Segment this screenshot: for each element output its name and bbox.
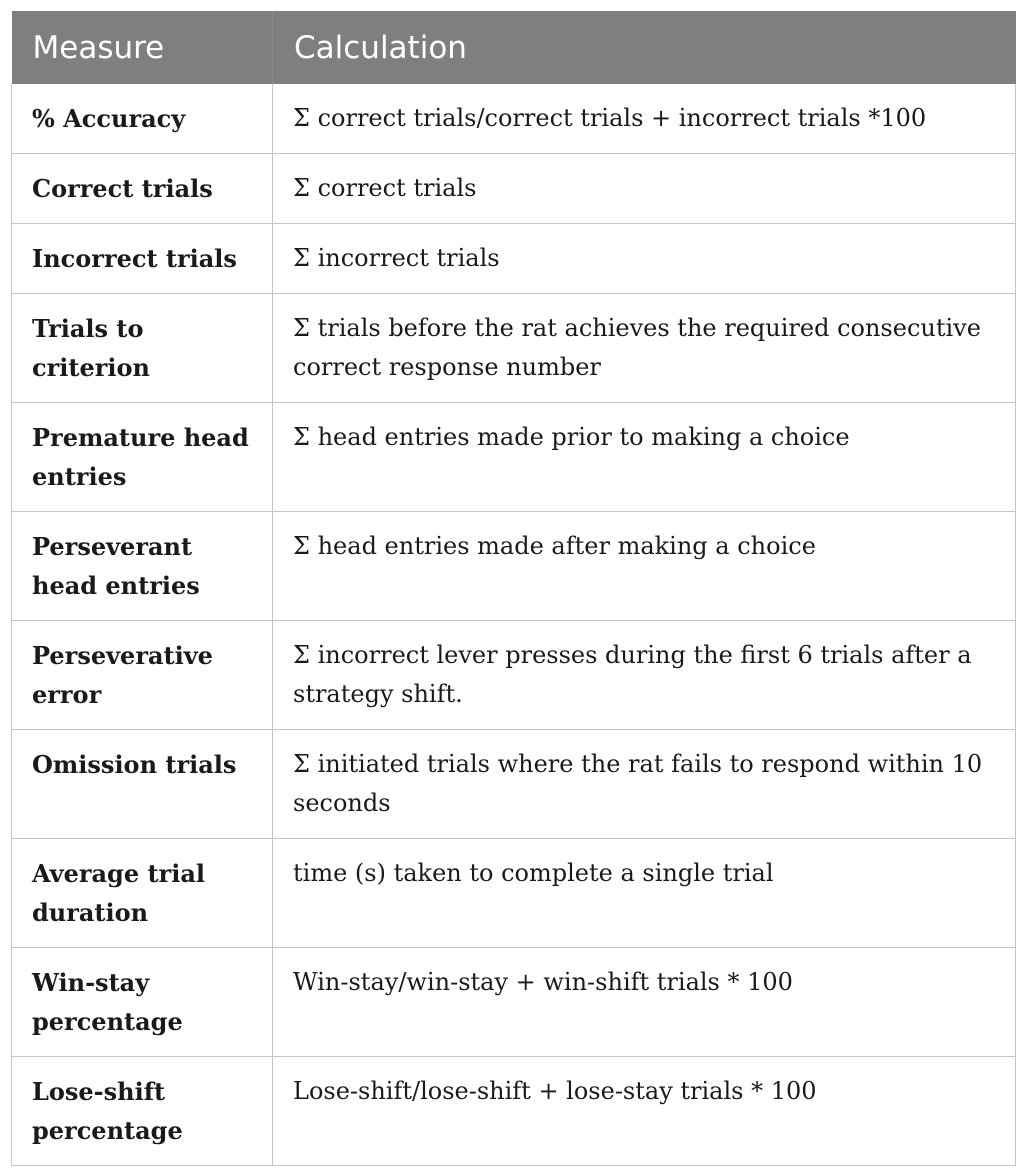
measure-cell: Win-stay percentage xyxy=(12,948,273,1057)
table-row xyxy=(12,154,1016,224)
calculation-cell: Σ initiated trials where the rat fails to respond within 10 seconds xyxy=(273,730,1016,839)
calculation-cell: time (s) taken to complete a single trial xyxy=(273,839,1016,948)
measure-cell: Incorrect trials xyxy=(12,224,273,294)
measure-cell: Perseverative error xyxy=(12,621,273,730)
header-calculation: Calculation xyxy=(273,11,1016,84)
table-row xyxy=(12,730,1016,839)
calculation-cell: Σ trials before the rat achieves the required consecutive correct response number xyxy=(273,294,1016,403)
measures-table-container xyxy=(11,11,1015,1166)
calculation-cell: Σ head entries made after making a choice xyxy=(273,512,1016,621)
table-row xyxy=(12,84,1016,154)
measures-table xyxy=(11,11,1016,1166)
table-body xyxy=(12,84,1016,1166)
table-row xyxy=(12,839,1016,948)
table-row xyxy=(12,403,1016,512)
table-row xyxy=(12,294,1016,403)
measure-cell: % Accuracy xyxy=(12,84,273,154)
measure-cell: Trials to criterion xyxy=(12,294,273,403)
measure-cell: Average trial duration xyxy=(12,839,273,948)
calculation-cell: Σ head entries made prior to making a choice xyxy=(273,403,1016,512)
calculation-cell: Σ correct trials/correct trials + incorrect trials *100 xyxy=(273,84,1016,154)
table-row xyxy=(12,621,1016,730)
header-measure: Measure xyxy=(12,11,273,84)
table-row xyxy=(12,224,1016,294)
calculation-cell: Σ incorrect lever presses during the first 6 trials after a strategy shift. xyxy=(273,621,1016,730)
measure-cell: Omission trials xyxy=(12,730,273,839)
calculation-cell: Σ correct trials xyxy=(273,154,1016,224)
measure-cell: Lose-shift percentage xyxy=(12,1057,273,1166)
table-row xyxy=(12,948,1016,1057)
table-row xyxy=(12,512,1016,621)
measure-cell: Correct trials xyxy=(12,154,273,224)
calculation-cell: Σ incorrect trials xyxy=(273,224,1016,294)
measure-cell: Perseverant head entries xyxy=(12,512,273,621)
calculation-cell: Win-stay/win-stay + win-shift trials * 100 xyxy=(273,948,1016,1057)
header-row xyxy=(12,11,1016,84)
table-header xyxy=(12,11,1016,84)
calculation-cell: Lose-shift/lose-shift + lose-stay trials * 100 xyxy=(273,1057,1016,1166)
table-row xyxy=(12,1057,1016,1166)
measure-cell: Premature head entries xyxy=(12,403,273,512)
